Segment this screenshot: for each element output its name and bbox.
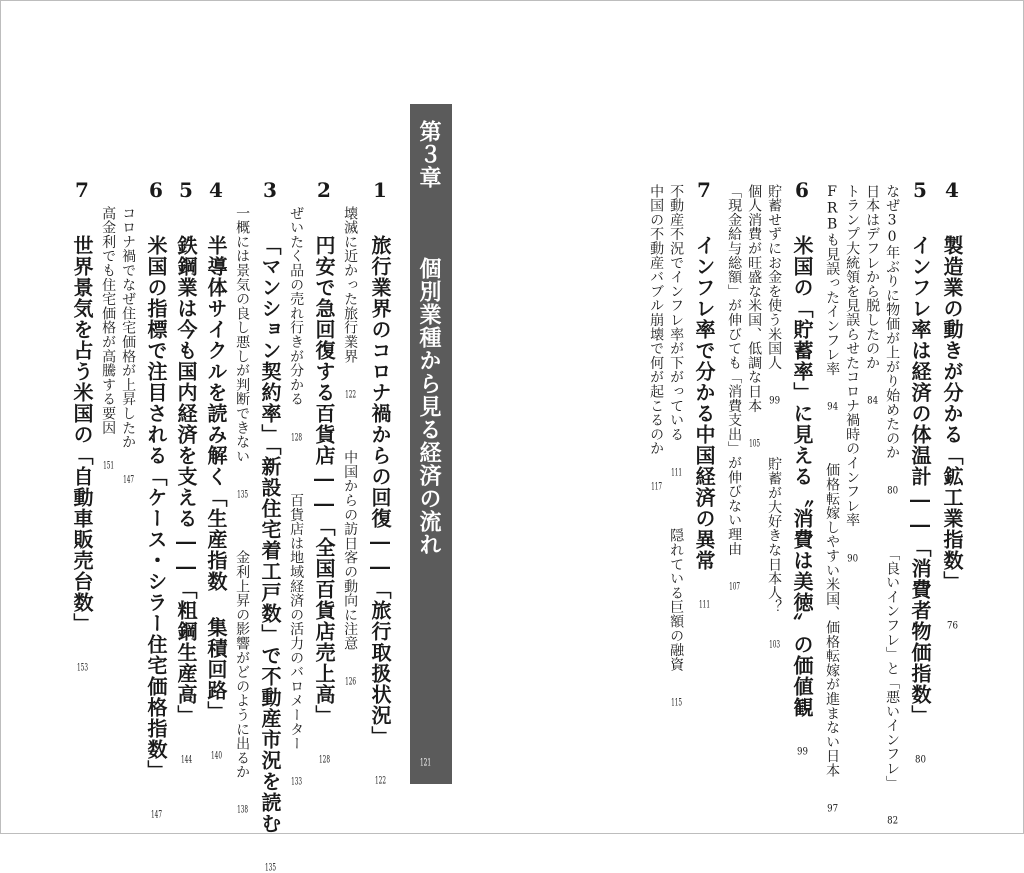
toc-subentry[interactable]	[648, 184, 664, 492]
subentry-text: 百貨店は地域経済の活力のバロメーター	[288, 493, 305, 751]
entry-page: 153	[77, 663, 88, 673]
subentry-text: 個人消費が旺盛な米国、低調な日本	[746, 184, 763, 413]
subentry-text: 隠れている巨額の融資	[668, 528, 685, 672]
entry-page: 99	[797, 747, 808, 757]
entry-page: 128	[319, 755, 330, 765]
subentry-page: 115	[671, 697, 683, 708]
toc-entry[interactable]	[908, 178, 931, 765]
toc-subentry[interactable]	[726, 184, 742, 592]
toc-subentry[interactable]	[824, 184, 840, 814]
subentry-text: 日本はデフレから脱したのか	[864, 184, 881, 370]
subentry-text: 金利上昇の影響がどのように出るか	[234, 550, 251, 780]
entry-number: 7	[692, 178, 716, 202]
subentry-page: 147	[123, 475, 135, 486]
subentry-text: 価格転嫁しやすい米国、価格転嫁が進まない日本	[824, 462, 841, 778]
subentry-page: 151	[103, 461, 115, 472]
entry-page: 147	[151, 810, 162, 820]
toc-subentry[interactable]	[864, 184, 880, 406]
subentry-text: 貯蓄が大好きな日本人？	[766, 456, 783, 615]
entry-title: 旅行業界のコロナ禍からの回復――「旅行取扱状況」	[368, 235, 392, 747]
toc-subentry[interactable]	[234, 206, 250, 815]
toc-subentry[interactable]	[884, 184, 900, 826]
toc-subentry[interactable]	[342, 206, 358, 687]
toc-entry[interactable]	[312, 178, 335, 765]
entry-number: 5	[174, 178, 198, 202]
entry-title: 鉄鋼業は今も国内経済を支える――「粗鋼生産高」	[174, 235, 198, 726]
subentry-page: 111	[671, 467, 683, 478]
subentry-text: 中国の不動産バブル崩壊で何が起こるのか	[648, 184, 665, 456]
subentry-page: 107	[729, 582, 741, 593]
entry-title: 半導体サイクルを読み解く「生産指数 集積回路」	[204, 235, 228, 722]
entry-number: 4	[204, 178, 228, 202]
toc-entry[interactable]	[174, 178, 197, 765]
toc-entry[interactable]	[258, 178, 281, 873]
subentry-page: 122	[345, 389, 357, 400]
entry-page: 122	[375, 776, 386, 786]
subentry-text: 「現金給与総額」が伸びても「消費支出」が伸びない理由	[726, 184, 743, 556]
subentry-text: 不動産不況でインフレ率が下がっている	[668, 184, 685, 442]
subentry-page: 82	[887, 816, 899, 827]
chapter-title: 個別業種から見る経済の流れ	[416, 257, 442, 556]
toc-entry[interactable]	[144, 178, 167, 820]
entry-number: 7	[70, 178, 94, 202]
toc-subentry[interactable]	[288, 206, 304, 787]
subentry-page: 128	[291, 432, 303, 443]
subentry-page: 103	[769, 640, 781, 651]
subentry-text: 高金利でも住宅価格が高騰する要因	[100, 206, 117, 435]
entry-number: 5	[908, 178, 932, 202]
toc-entry[interactable]	[692, 178, 715, 610]
entry-page: 135	[265, 863, 276, 873]
subentry-page: 84	[867, 396, 879, 407]
entry-page: 111	[699, 600, 710, 610]
entry-title: 米国の「貯蓄率」に見える〝消費は美徳〟の価値観	[790, 235, 814, 718]
subentry-page: 133	[291, 776, 303, 787]
subentry-text: 貯蓄せずにお金を使う米国人	[766, 184, 783, 370]
entry-title: 円安で急回復する百貨店――「全国百貨店売上高」	[312, 235, 336, 726]
subentry-page: 135	[237, 489, 249, 500]
entry-number: 6	[790, 178, 814, 202]
subentry-page: 94	[827, 402, 839, 413]
entry-title: 「マンション契約率」「新設住宅着工戸数」で不動産市況を読む	[258, 235, 282, 834]
toc-subentry[interactable]	[746, 184, 762, 449]
entry-title: インフレ率は経済の体温計――「消費者物価指数」	[908, 235, 932, 726]
toc-subentry[interactable]	[668, 184, 684, 708]
subentry-page: 80	[887, 486, 899, 497]
entry-number: 4	[940, 178, 964, 202]
toc-entry[interactable]	[368, 178, 391, 786]
chapter-page-number: 121	[420, 758, 431, 768]
entry-page: 144	[181, 755, 192, 765]
entry-title: 米国の指標で注目される「ケース・シラー住宅価格指数」	[144, 235, 168, 781]
entry-number: 2	[312, 178, 336, 202]
subentry-text: 壊滅に近かった旅行業界	[342, 206, 359, 364]
toc-subentry[interactable]	[120, 206, 136, 485]
subentry-page: 99	[769, 396, 781, 407]
entry-number: 1	[368, 178, 392, 202]
subentry-page: 90	[847, 553, 859, 564]
subentry-text: なぜ30年ぶりに物価が上がり始めたのか	[884, 184, 901, 460]
toc-entry[interactable]	[204, 178, 227, 761]
subentry-text: コロナ禍でなぜ住宅価格が上昇したか	[120, 206, 137, 450]
subentry-text: 「良いインフレ」と「悪いインフレ」	[884, 546, 901, 790]
toc-subentry[interactable]	[844, 184, 860, 564]
subentry-page: 97	[827, 803, 839, 814]
toc-subentry[interactable]	[100, 206, 116, 471]
subentry-page: 117	[651, 482, 663, 493]
entry-number: 6	[144, 178, 168, 202]
toc-entry[interactable]	[790, 178, 813, 757]
subentry-text: トランプ大統領を見誤らせたコロナ禍時のインフレ率	[844, 184, 861, 528]
chapter-heading	[414, 120, 445, 556]
chapter-label: 第３章	[416, 120, 442, 189]
subentry-page: 105	[749, 439, 761, 450]
entry-title: 製造業の動きが分かる「鉱工業指数」	[940, 235, 964, 592]
subentry-text: 一概には景気の良し悪しが判断できない	[234, 206, 251, 464]
entry-title: 世界景気を占う米国の「自動車販売台数」	[70, 235, 94, 634]
entry-number: 3	[258, 178, 282, 202]
toc-subentry[interactable]	[766, 184, 782, 650]
subentry-text: ぜいたく品の売れ行きが分かる	[288, 206, 305, 407]
entry-page: 140	[211, 751, 222, 761]
chapter-header-band[interactable]	[410, 104, 452, 784]
toc-entry[interactable]	[70, 178, 93, 673]
subentry-text: 中国からの訪日客の動向に注意	[342, 450, 359, 651]
subentry-page: 138	[237, 805, 249, 816]
toc-entry[interactable]	[940, 178, 963, 631]
subentry-page: 126	[345, 676, 357, 687]
entry-title: インフレ率で分かる中国経済の異常	[692, 235, 716, 571]
entry-page: 80	[915, 755, 926, 765]
entry-page: 76	[947, 621, 958, 631]
subentry-text: FRBも見誤ったインフレ率	[824, 184, 841, 376]
